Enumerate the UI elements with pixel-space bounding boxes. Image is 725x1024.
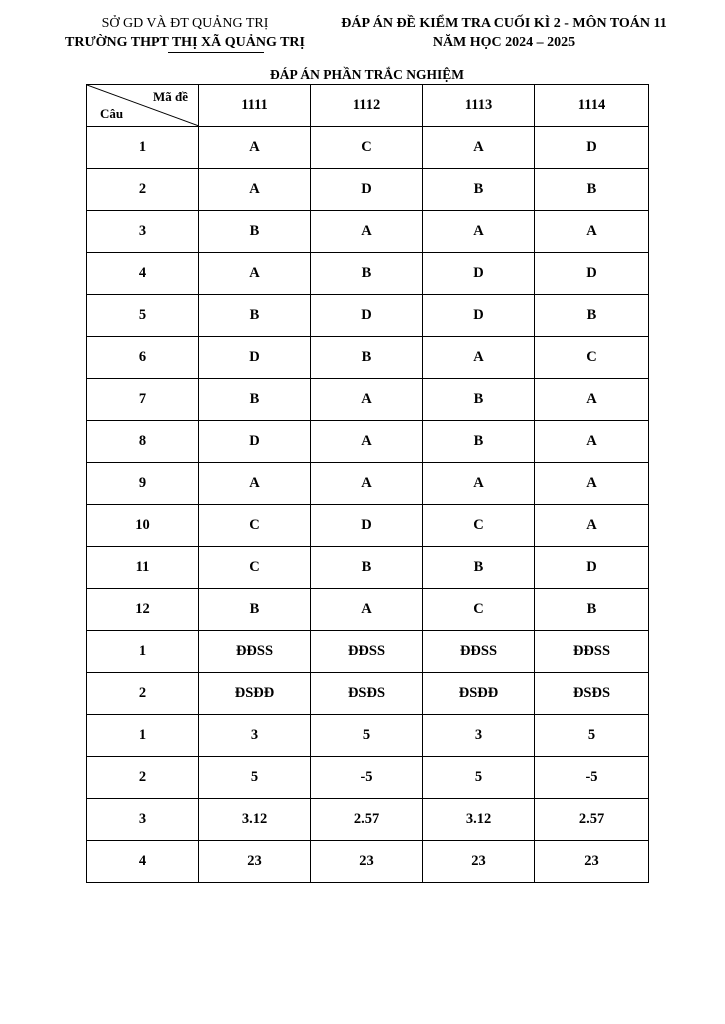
exam-code-label: Mã đề — [152, 89, 188, 104]
answer-cell: D — [199, 421, 311, 463]
table-row — [87, 127, 649, 169]
table-row — [87, 169, 649, 211]
school-year: NĂM HỌC 2024 – 2025 — [432, 35, 576, 50]
answer-cell: ĐSĐĐ — [423, 673, 535, 715]
answer-cell: ĐSĐS — [535, 673, 649, 715]
question-number-cell: 1 — [87, 127, 199, 169]
answer-cell: 2.57 — [535, 799, 649, 841]
answer-cell: A — [535, 421, 649, 463]
question-number-cell: 2 — [87, 169, 199, 211]
table-row — [87, 337, 649, 379]
question-number-cell: 9 — [87, 463, 199, 505]
answer-cell: B — [423, 169, 535, 211]
answer-cell: ĐĐSS — [199, 631, 311, 673]
table-row — [87, 589, 649, 631]
answer-cell: A — [535, 463, 649, 505]
answer-cell: A — [311, 421, 423, 463]
question-number-cell: 5 — [87, 295, 199, 337]
header-left — [40, 14, 330, 53]
question-number-cell: 2 — [87, 757, 199, 799]
answer-cell: A — [199, 169, 311, 211]
answer-cell: 3 — [199, 715, 311, 757]
answer-cell: 23 — [423, 841, 535, 883]
answer-cell: -5 — [535, 757, 649, 799]
answer-cell: D — [535, 547, 649, 589]
answer-cell: 5 — [311, 715, 423, 757]
answer-cell: B — [199, 589, 311, 631]
answer-cell: 5 — [199, 757, 311, 799]
table-row — [87, 799, 649, 841]
answer-cell: D — [311, 295, 423, 337]
answer-cell: A — [199, 127, 311, 169]
answer-cell: 2.57 — [311, 799, 423, 841]
table-row — [87, 505, 649, 547]
answer-cell: 23 — [311, 841, 423, 883]
table-row — [87, 631, 649, 673]
exam-code-header: 1111 — [199, 85, 311, 127]
question-number-cell: 7 — [87, 379, 199, 421]
answer-cell: 3.12 — [423, 799, 535, 841]
question-number-cell: 10 — [87, 505, 199, 547]
question-number-cell: 1 — [87, 631, 199, 673]
answer-cell: A — [311, 463, 423, 505]
answer-cell: ĐĐSS — [311, 631, 423, 673]
exam-code-header: 1112 — [311, 85, 423, 127]
exam-code-header: 1113 — [423, 85, 535, 127]
answer-cell: A — [199, 463, 311, 505]
answer-cell: D — [311, 505, 423, 547]
answer-cell: A — [423, 127, 535, 169]
answer-cell: ĐĐSS — [423, 631, 535, 673]
answer-cell: D — [535, 127, 649, 169]
answer-cell: B — [535, 169, 649, 211]
answer-cell: A — [311, 379, 423, 421]
answer-cell: A — [423, 337, 535, 379]
answer-cell: A — [535, 505, 649, 547]
school-name: TRƯỜNG THPT THỊ XÃ QUẢNG TRỊ — [65, 35, 305, 50]
question-number-cell: 4 — [87, 253, 199, 295]
question-number-cell: 11 — [87, 547, 199, 589]
question-number-cell: 3 — [87, 211, 199, 253]
answer-cell: C — [199, 547, 311, 589]
answer-cell: A — [311, 589, 423, 631]
table-row — [87, 295, 649, 337]
answer-table — [86, 84, 649, 883]
question-number-cell: 1 — [87, 715, 199, 757]
answer-cell: A — [423, 463, 535, 505]
question-number-cell: 4 — [87, 841, 199, 883]
answer-cell: B — [535, 589, 649, 631]
answer-cell: B — [199, 379, 311, 421]
answer-cell: A — [199, 253, 311, 295]
answer-cell: -5 — [311, 757, 423, 799]
table-row — [87, 673, 649, 715]
table-row — [87, 841, 649, 883]
answer-cell: A — [423, 211, 535, 253]
answer-cell: B — [199, 295, 311, 337]
answer-cell: B — [423, 547, 535, 589]
answer-cell: B — [423, 421, 535, 463]
table-row — [87, 379, 649, 421]
answer-cell: A — [311, 211, 423, 253]
header-right — [328, 14, 680, 52]
question-number-cell: 2 — [87, 673, 199, 715]
answer-table-body — [87, 85, 649, 883]
answer-cell: D — [423, 295, 535, 337]
table-row — [87, 757, 649, 799]
answer-cell: B — [535, 295, 649, 337]
answer-cell: D — [423, 253, 535, 295]
answer-cell: C — [423, 589, 535, 631]
answer-cell: 3 — [423, 715, 535, 757]
header-underline — [168, 52, 264, 53]
answer-cell: 23 — [535, 841, 649, 883]
answer-cell: C — [423, 505, 535, 547]
section-title: ĐÁP ÁN PHẦN TRẮC NGHIỆM — [269, 67, 464, 82]
answer-cell: ĐĐSS — [535, 631, 649, 673]
answer-cell: B — [311, 547, 423, 589]
table-row — [87, 421, 649, 463]
table-row — [87, 463, 649, 505]
corner-cell — [87, 85, 199, 127]
answer-cell: 5 — [423, 757, 535, 799]
question-number-cell: 12 — [87, 589, 199, 631]
question-number-cell: 3 — [87, 799, 199, 841]
answer-cell: C — [535, 337, 649, 379]
answer-cell: 23 — [199, 841, 311, 883]
answer-cell: D — [535, 253, 649, 295]
exam-code-header: 1114 — [535, 85, 649, 127]
answer-cell: ĐSĐĐ — [199, 673, 311, 715]
answer-cell: D — [311, 169, 423, 211]
answer-cell: 5 — [535, 715, 649, 757]
question-label: Câu — [100, 106, 124, 121]
department-name: SỞ GD VÀ ĐT QUẢNG TRỊ — [101, 16, 269, 31]
answer-cell: 3.12 — [199, 799, 311, 841]
table-row — [87, 253, 649, 295]
answer-cell: D — [199, 337, 311, 379]
answer-cell: B — [311, 253, 423, 295]
answer-cell: B — [311, 337, 423, 379]
answer-cell: C — [199, 505, 311, 547]
answer-cell: C — [311, 127, 423, 169]
answer-cell: A — [535, 379, 649, 421]
answer-cell: B — [423, 379, 535, 421]
answer-cell: A — [535, 211, 649, 253]
table-row — [87, 547, 649, 589]
document-title: ĐÁP ÁN ĐỀ KIỂM TRA CUỐI KÌ 2 - MÔN TOÁN 11 — [341, 16, 667, 31]
question-number-cell: 8 — [87, 421, 199, 463]
answer-cell: ĐSĐS — [311, 673, 423, 715]
answer-cell: B — [199, 211, 311, 253]
table-row — [87, 211, 649, 253]
table-row — [87, 715, 649, 757]
table-header-row — [87, 85, 649, 127]
question-number-cell: 6 — [87, 337, 199, 379]
